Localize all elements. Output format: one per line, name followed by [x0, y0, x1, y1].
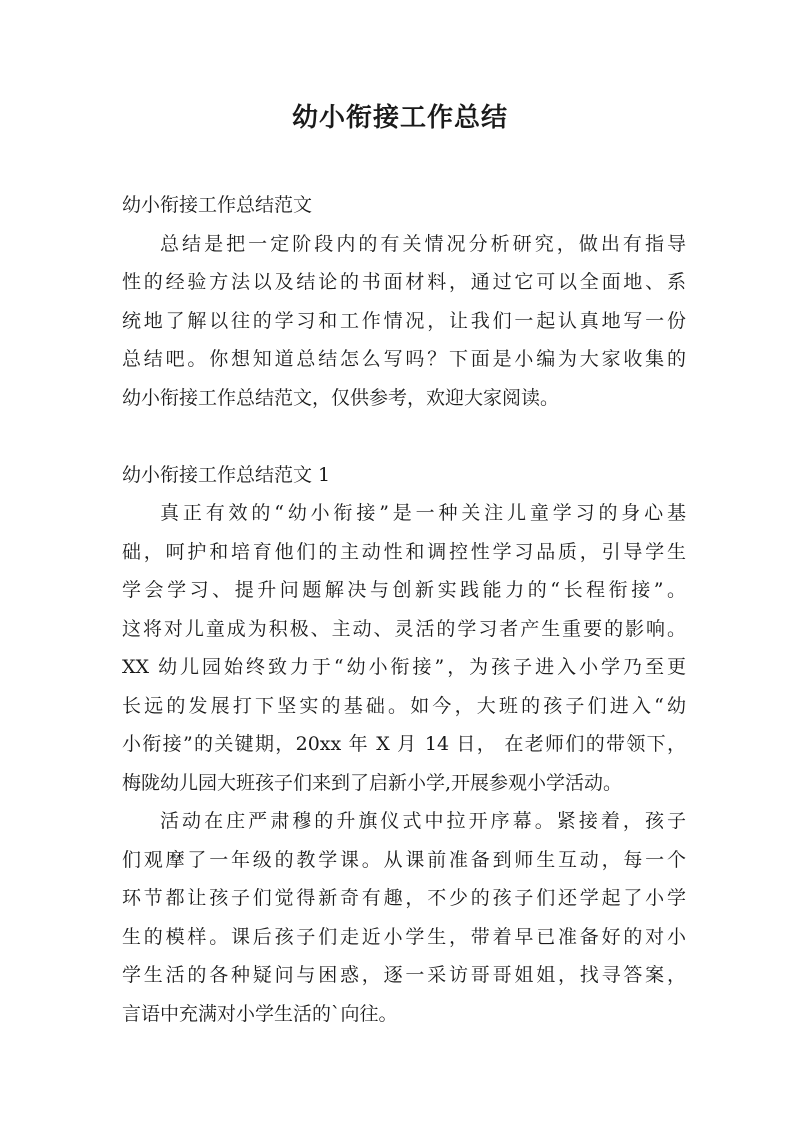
- paragraph-line: 础，呵护和培育他们的主动性和调控性学习品质，引导学生: [122, 540, 686, 563]
- paragraph-line: 小衔接”的关键期，20xx 年 X 月 14 日， 在老师们的带领下，: [122, 733, 686, 755]
- paragraph-line: 总结是把一定阶段内的有关情况分析研究，做出有指导: [160, 232, 686, 255]
- document-title: 幼小衔接工作总结: [291, 103, 508, 133]
- paragraph-line: 统地了解以往的学习和工作情况，让我们一起认真地写一份: [122, 309, 686, 332]
- section-1-paragraph-1: [122, 494, 686, 802]
- paragraph-line: 真正有效的“幼小衔接”是一种关注儿童学习的身心基: [160, 502, 686, 524]
- paragraph-line: 生的模样。课后孩子们走近小学生，带着早已准备好的对小: [122, 925, 686, 948]
- section-1-paragraph-2: [122, 802, 686, 1033]
- document-body: [122, 186, 686, 1033]
- paragraph-line: 学生活的各种疑问与困惑，逐一采访哥哥姐姐，找寻答案，: [122, 964, 686, 986]
- paragraph-line: 环节都让孩子们觉得新奇有趣，不少的孩子们还学起了小学: [122, 887, 686, 909]
- paragraph-line: 这将对儿童成为积极、主动、灵活的学习者产生重要的影响。: [122, 617, 686, 640]
- section-spacer: [122, 417, 686, 456]
- section-heading-intro: 幼小衔接工作总结范文: [122, 194, 313, 216]
- paragraph-line: 长远的发展打下坚实的基础。如今，大班的孩子们进入“幼: [122, 694, 686, 717]
- intro-paragraph: [122, 225, 686, 418]
- paragraph-line: 总结吧。你想知道总结怎么写吗？下面是小编为大家收集的: [122, 348, 686, 370]
- paragraph-line: XX 幼儿园始终致力于“幼小衔接”，为孩子进入小学乃至更: [122, 656, 686, 678]
- paragraph-line: 言语中充满对小学生活的`向往。: [122, 1002, 398, 1025]
- paragraph-line: 性的经验方法以及结论的书面材料，通过它可以全面地、系: [122, 271, 686, 293]
- section-heading-1: 幼小衔接工作总结范文 1: [122, 463, 331, 486]
- paragraph-line: 梅陇幼儿园大班孩子们来到了启新小学,开展参观小学活动。: [122, 771, 623, 794]
- paragraph-line: 们观摩了一年级的教学课。从课前准备到师生互动，每一个: [122, 848, 686, 871]
- paragraph-line: 学会学习、提升问题解决与创新实践能力的“长程衔接”。: [122, 579, 686, 601]
- paragraph-line: 活动在庄严肃穆的升旗仪式中拉开序幕。紧接着，孩子: [160, 810, 686, 832]
- paragraph-line: 幼小衔接工作总结范文，仅供参考，欢迎大家阅读。: [122, 386, 560, 409]
